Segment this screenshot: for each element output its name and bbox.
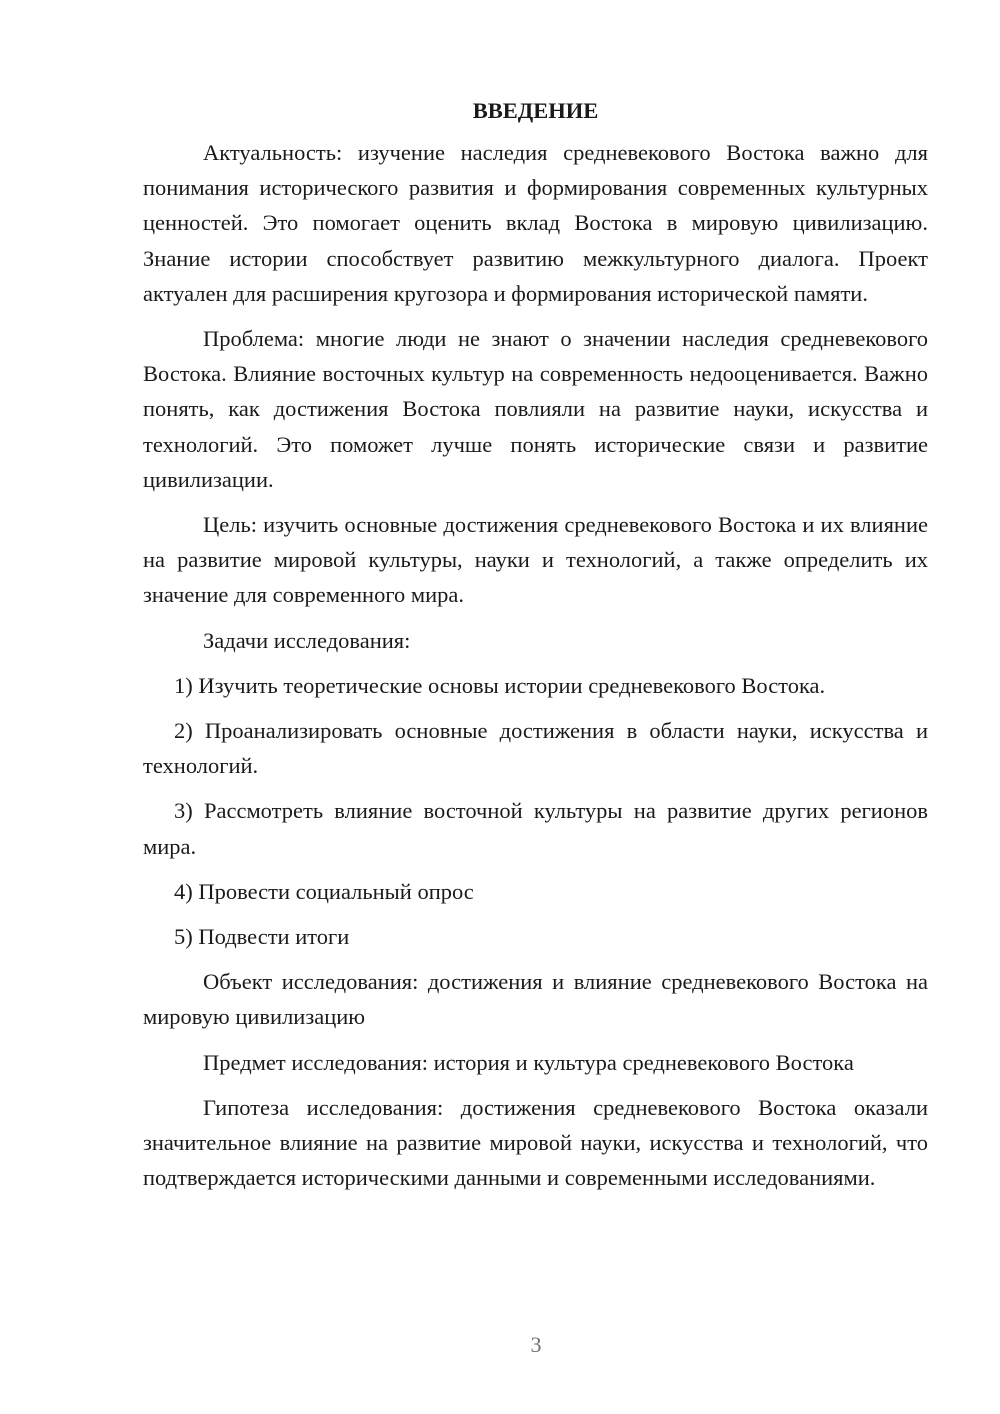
task-item-3: 3) Рассмотреть влияние восточной культуры на развитие других регионов мира. (143, 798, 928, 859)
paragraph-hypothesis: Гипотеза исследования: достижения средневекового Востока оказали значительное влияние на развитие мировой науки, искусства и технологий, что подтверждается историческими данными и современными исследованиями. (143, 1094, 928, 1191)
paragraph-subject: Предмет исследования: история и культура средневекового Востока (203, 1049, 854, 1075)
paragraph-relevance: Актуальность: изучение наследия средневекового Востока важно для понимания исторического развития и формирования современных культурных ценностей. Это помогает оценить вклад Востока в мировую цивилизацию. Знание истории способствует развитию межкультурного диалога. Проект актуален для расширения кругозора и формирования исторической памяти. (143, 140, 928, 306)
paragraph-tasks-heading: Задачи исследования: (203, 627, 411, 653)
paragraph-goal: Цель: изучить основные достижения средневекового Востока и их влияние на развитие мировой культуры, науки и технологий, а также определить их значение для современного мира. (143, 512, 928, 608)
page-title: ВВЕДЕНИЕ (472, 98, 599, 123)
task-item-4: 4) Провести социальный опрос (174, 878, 474, 904)
task-item-5: 5) Подвести итоги (174, 924, 350, 950)
page-number: 3 (530, 1332, 542, 1357)
task-item-2: 2) Проанализировать основные достижения в области науки, искусства и технологий. (143, 718, 928, 779)
paragraph-problem: Проблема: многие люди не знают о значении наследия средневекового Востока. Влияние восточных культур на современность недооценивается. Важно понять, как достижения Востока повлияли на развитие науки, искусства и технологий. Это поможет лучше понять исторические связи и развитие цивилизации. (143, 326, 928, 492)
task-item-1: 1) Изучить теоретические основы истории средневекового Востока. (174, 672, 826, 698)
page-content (143, 93, 928, 1205)
paragraph-object: Объект исследования: достижения и влияние средневекового Востока на мировую цивилизацию (143, 969, 928, 1030)
